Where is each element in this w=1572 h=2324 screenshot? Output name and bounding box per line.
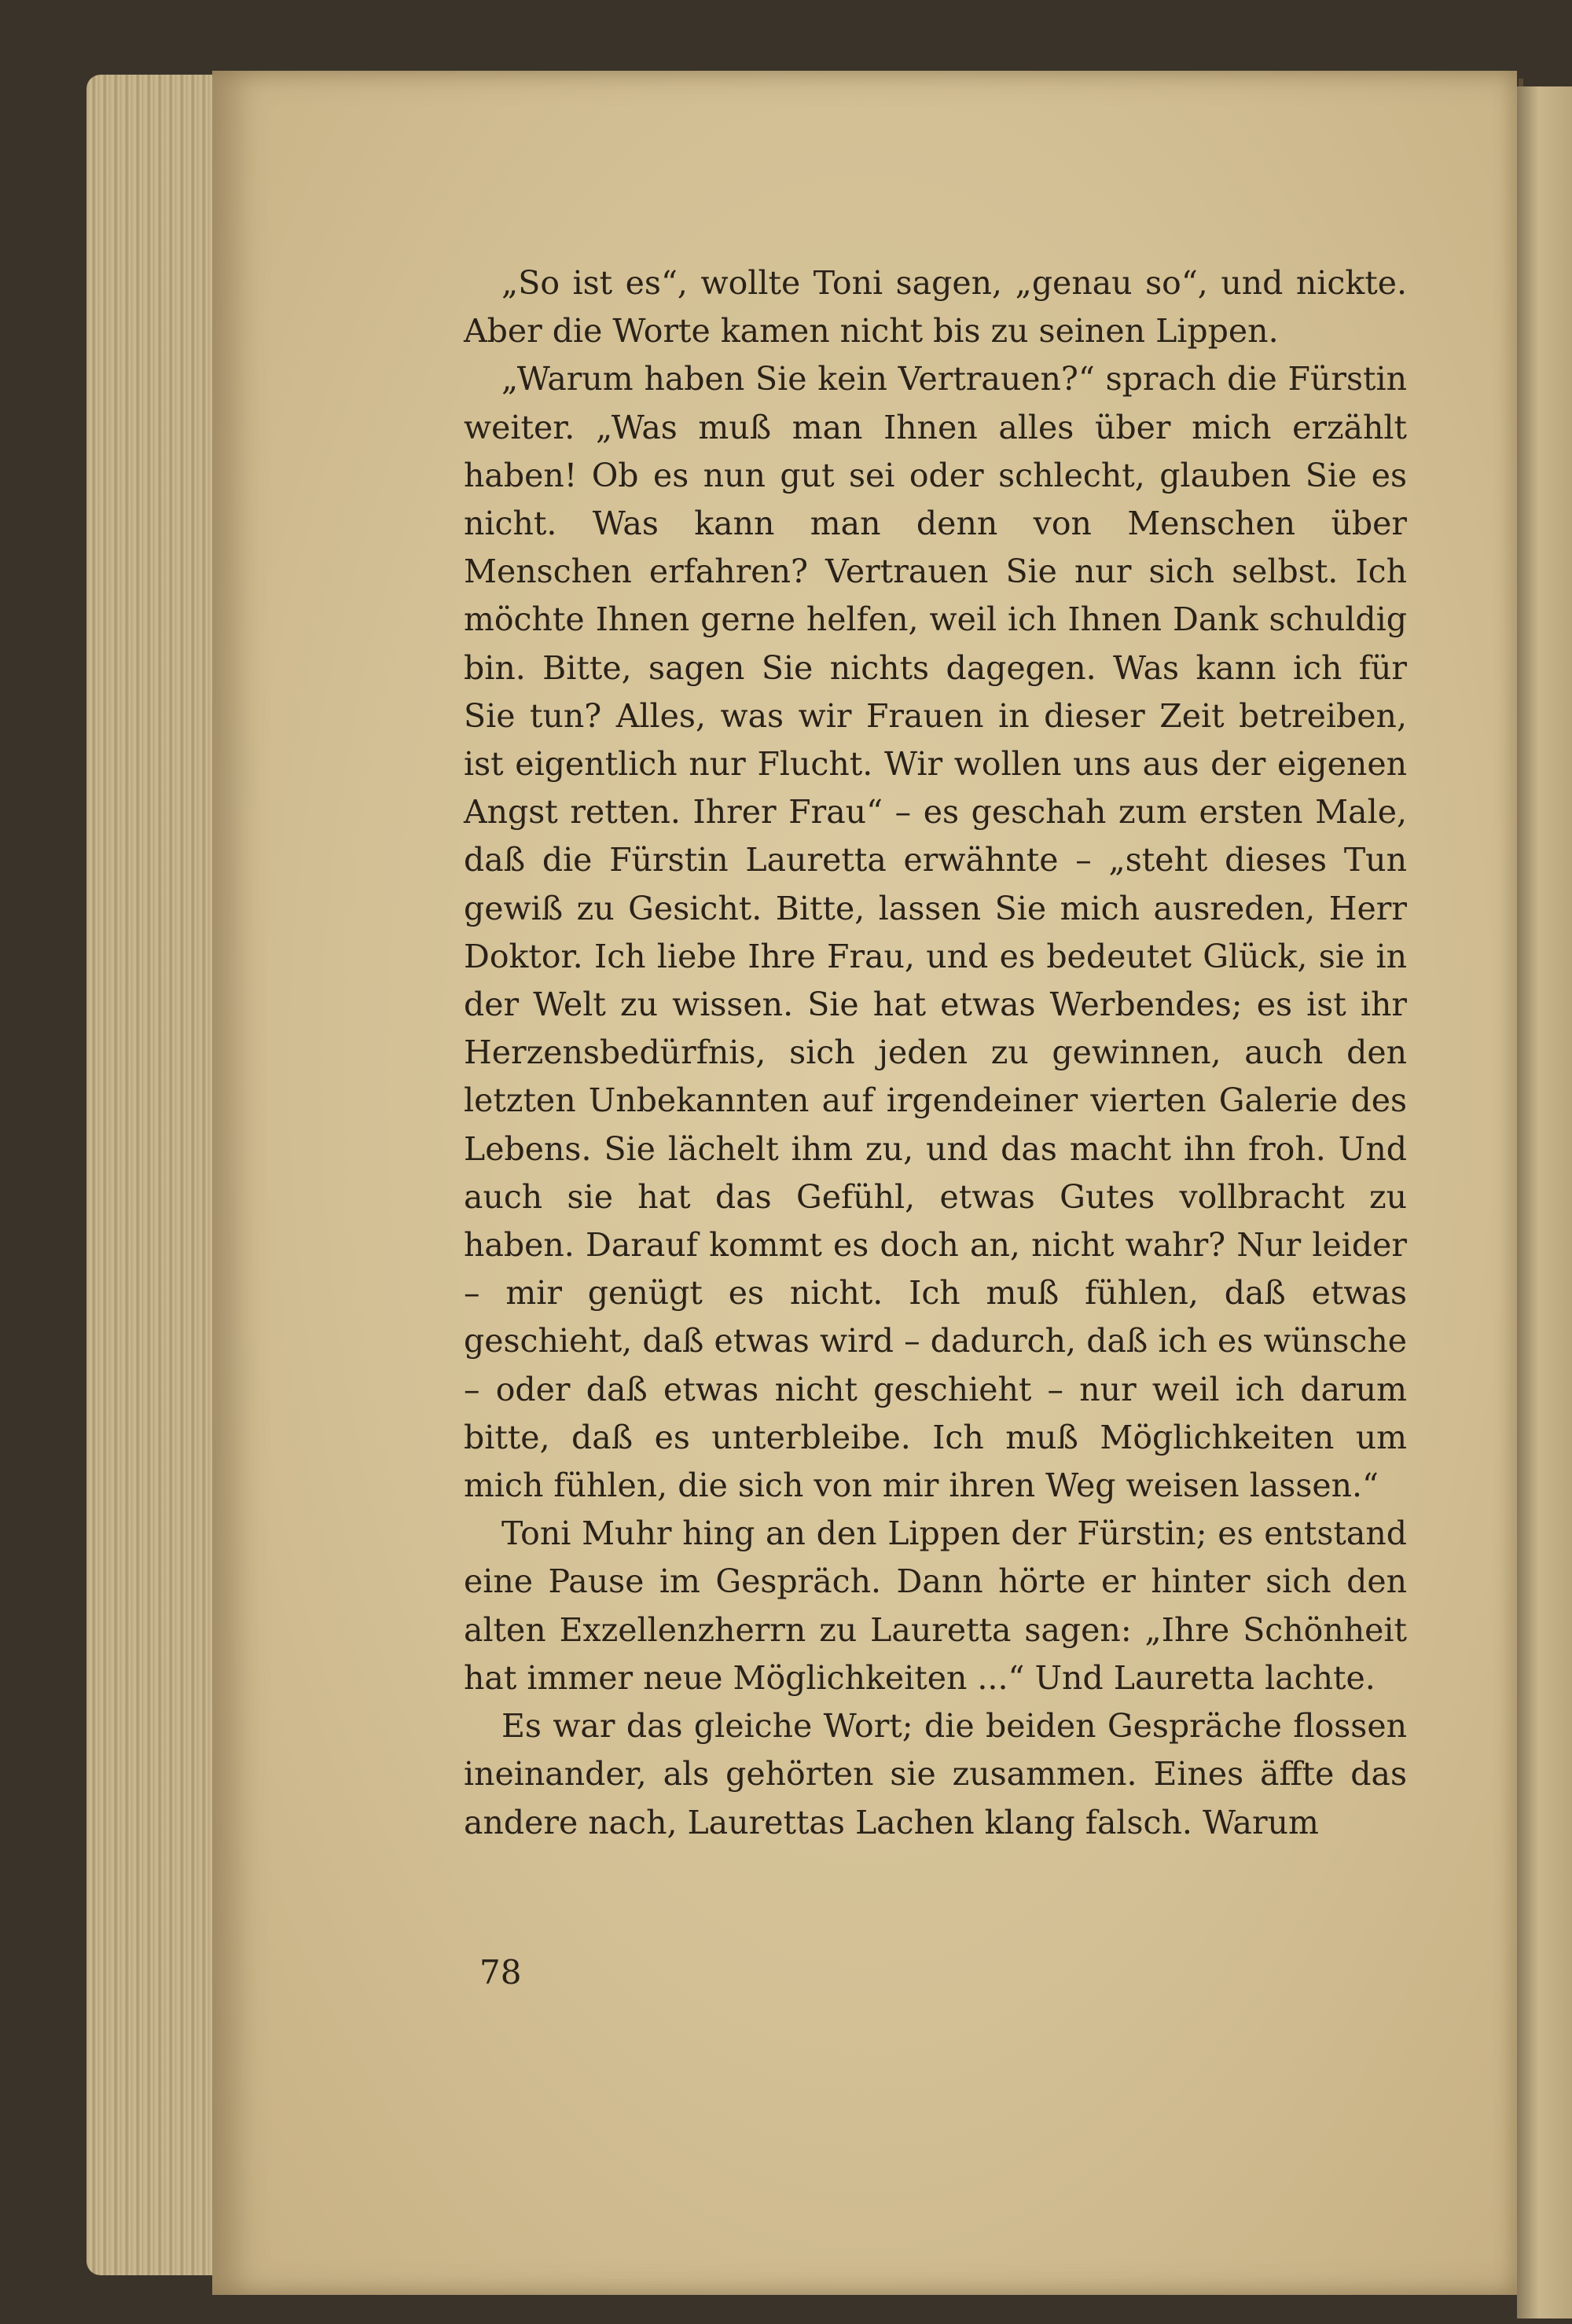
paragraph-1: „So ist es“, wollte Toni sagen, „genau so“, und nickte. Aber die Worte kamen nicht bis zu seinen Lippen. — [464, 264, 1407, 351]
paragraph-2: „Warum haben Sie kein Vertrauen?“ sprach die Fürstin weiter. „Was muß man Ihnen alles über mich erzählt haben! Ob es nun gut sei oder schlecht, glauben Sie es nicht. Was kann man denn von Menschen über Menschen erfahren? Vertrauen Sie nur sich selbst. Ich möchte Ihnen gerne helfen, weil ich Ihnen Dank schuldig bin. Bitte, sagen Sie nichts dagegen. Was kann ich für Sie tun? Alles, was wir Frauen in dieser Zeit betreiben, ist eigentlich nur Flucht. Wir wollen uns aus der eigenen Angst retten. Ihrer Frau“ – es geschah zum ersten Male, daß die Fürstin Lauretta erwähnte – „steht dieses Tun gewiß zu Gesicht. Bitte, lassen Sie mich ausreden, Herr Doktor. Ich liebe Ihre Frau, und es bedeutet Glück, sie in der Welt zu wissen. Sie hat etwas Werbendes; es ist ihr Herzensbedürfnis, sich jeden zu gewinnen, auch den letzten Unbekannten auf irgendeiner vierten Galerie des Lebens. Sie lächelt ihm zu, und das macht ihn froh. Und auch sie hat das Gefühl, etwas Gutes vollbracht zu haben. Darauf kommt es doch an, nicht wahr? Nur leider – mir genügt es nicht. Ich muß fühlen, daß etwas geschieht, daß etwas wird – dadurch, daß ich es wünsche – oder daß etwas nicht geschieht – nur weil ich darum bitte, daß es unterbleibe. Ich muß Möglichkeiten um mich fühlen, die sich von mir ihren Weg weisen lassen.“ — [464, 360, 1407, 1505]
paragraph-4: Es war das gleiche Wort; die beiden Gespräche flossen ineinander, als gehörten sie zusammen. Eines äffte das andere nach, Laurettas Lachen klang falsch. Warum — [464, 1707, 1407, 1841]
paragraph-3: Toni Muhr hing an den Lippen der Fürstin; es entstand eine Pause im Gespräch. Dann hörte er hinter sich den alten Exzellenzherrn zu Lauretta sagen: „Ihre Schönheit hat immer neue Möglichkeiten ...“ Und Lauretta lachte. — [464, 1514, 1407, 1697]
page-number: 78 — [479, 1953, 522, 1992]
next-page-edge — [1517, 86, 1572, 2318]
body-text — [464, 259, 1407, 1847]
page-edges — [86, 75, 220, 2275]
